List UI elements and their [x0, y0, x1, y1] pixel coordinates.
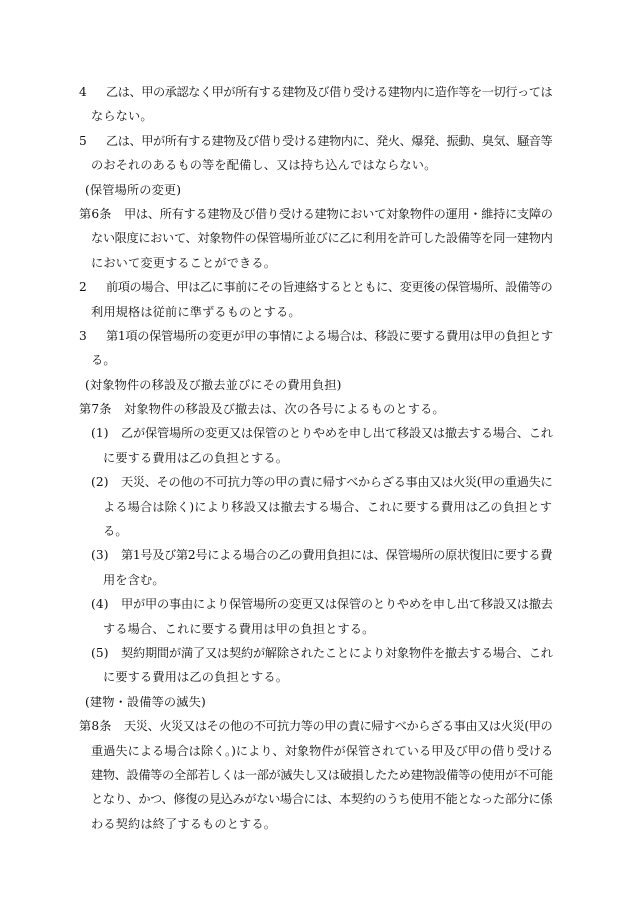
section-heading-text: (保管場所の変更)	[85, 182, 182, 197]
article-text: 天災、火災又はその他の不可抗力等の甲の責に帰すべからざる事由又は火災(甲の	[124, 719, 553, 734]
paragraph-text: ならない。	[91, 109, 153, 124]
item-number: (5)	[91, 645, 109, 660]
paragraph-text: において変更することができる。	[91, 255, 277, 270]
list-item-text: する場合、これに要する費用は甲の負担とする。	[103, 621, 375, 636]
paragraph-line	[0, 226, 630, 250]
paragraph-line	[0, 787, 630, 811]
list-item-continuation	[0, 665, 630, 689]
article-number: 第7条	[79, 402, 112, 417]
article-line	[0, 714, 630, 738]
paragraph-text: 乙は、甲が所有する建物及び借り受ける建物内に、発火、爆発、振動、臭気、騒音等	[106, 133, 553, 148]
list-item-text: 第1号及び第2号による場合の乙の費用負担には、保管場所の原状復旧に要する費	[121, 548, 553, 563]
item-number: 3	[79, 328, 87, 343]
article-line	[0, 397, 630, 421]
section-heading	[0, 178, 630, 202]
item-number: (4)	[91, 597, 109, 612]
section-heading-text: (対象物件の移設及び撤去並びにその費用負担)	[85, 377, 342, 392]
paragraph-line	[0, 104, 630, 128]
paragraph-line	[0, 153, 630, 177]
paragraph-text: となり、かつ、修復の見込みがない場合には、本契約のうち使用不能となった部分に係	[91, 792, 553, 807]
list-item	[0, 421, 630, 445]
list-item-continuation	[0, 495, 630, 519]
paragraph-text: 乙は、甲の承認なく甲が所有する建物及び借り受ける建物内に造作等を一切行っては	[106, 85, 553, 99]
list-item-continuation	[0, 617, 630, 641]
paragraph-text: のおそれのあるもの等を配備し、又は持ち込んではならない。	[91, 158, 437, 173]
paragraph-line	[0, 129, 630, 153]
article-text: 甲は、所有する建物及び借り受ける建物において対象物件の運用・維持に支障の	[124, 206, 553, 221]
article-number: 第8条	[79, 719, 112, 734]
list-item	[0, 641, 630, 665]
paragraph-line	[0, 275, 630, 299]
section-heading	[0, 690, 630, 714]
item-number: 4	[79, 85, 87, 99]
list-item-text: 天災、その他の不可抗力等の甲の責に帰すべからざる事由又は火災(甲の重過失に	[121, 475, 553, 490]
list-item-continuation	[0, 568, 630, 592]
paragraph-text: 前項の場合、甲は乙に事前にその旨連絡するとともに、変更後の保管場所、設備等の	[106, 280, 553, 295]
item-number: (3)	[91, 548, 109, 563]
list-item-text: 契約期間が満了又は契約が解除されたことにより対象物件を撤去する場合、これ	[121, 645, 553, 660]
paragraph-line	[0, 251, 630, 275]
list-item-text: に要する費用は乙の負担とする。	[103, 450, 289, 465]
paragraph-line	[0, 348, 630, 372]
paragraph-line	[0, 80, 630, 104]
paragraph-text: 重過失による場合は除く。)により、対象物件が保管されている甲及び甲の借り受ける	[91, 743, 554, 758]
paragraph-text: 建物、設備等の全部若しくは一部が滅失し又は破損したため建物設備等の使用が不可能	[91, 767, 553, 782]
paragraph-text: 利用規格は従前に準ずるものとする。	[91, 304, 301, 319]
article-number: 第6条	[79, 206, 112, 221]
section-heading	[0, 373, 630, 397]
list-item-text: 甲が甲の事由により保管場所の変更又は保管のとりやめを申し出て移設又は撤去	[121, 597, 553, 612]
item-number: 5	[79, 133, 87, 148]
list-item-text: 用を含む。	[103, 572, 165, 587]
paragraph-text: ない限度において、対象物件の保管場所並びに乙に利用を許可した設備等を同一建物内	[91, 231, 553, 246]
list-item-text: る。	[103, 524, 128, 539]
list-item	[0, 543, 630, 567]
section-heading-text: (建物・設備等の滅失)	[85, 694, 206, 709]
paragraph-line	[0, 739, 630, 763]
item-number: (2)	[91, 475, 109, 490]
list-item-continuation	[0, 519, 630, 543]
list-item-text: 乙が保管場所の変更又は保管のとりやめを申し出て移設又は撤去する場合、これ	[121, 426, 553, 441]
article-line	[0, 202, 630, 226]
paragraph-line	[0, 763, 630, 787]
paragraph-text: る。	[91, 353, 116, 368]
paragraph-line	[0, 324, 630, 348]
item-number: (1)	[91, 426, 109, 441]
list-item	[0, 470, 630, 494]
list-item	[0, 592, 630, 616]
list-item-text: に要する費用は乙の負担とする。	[103, 670, 289, 685]
paragraph-text: わる契約は終了するものとする。	[91, 816, 277, 831]
article-text: 対象物件の移設及び撤去は、次の各号によるものとする。	[124, 402, 445, 417]
paragraph-text: 第1項の保管場所の変更が甲の事情による場合は、移設に要する費用は甲の負担とす	[106, 328, 553, 343]
contract-page	[0, 80, 630, 836]
list-item-continuation	[0, 446, 630, 470]
list-item-text: よる場合は除く)により移設又は撤去する場合、これに要する費用は乙の負担とす	[103, 499, 553, 514]
paragraph-line	[0, 812, 630, 836]
item-number: 2	[79, 280, 87, 295]
paragraph-line	[0, 300, 630, 324]
